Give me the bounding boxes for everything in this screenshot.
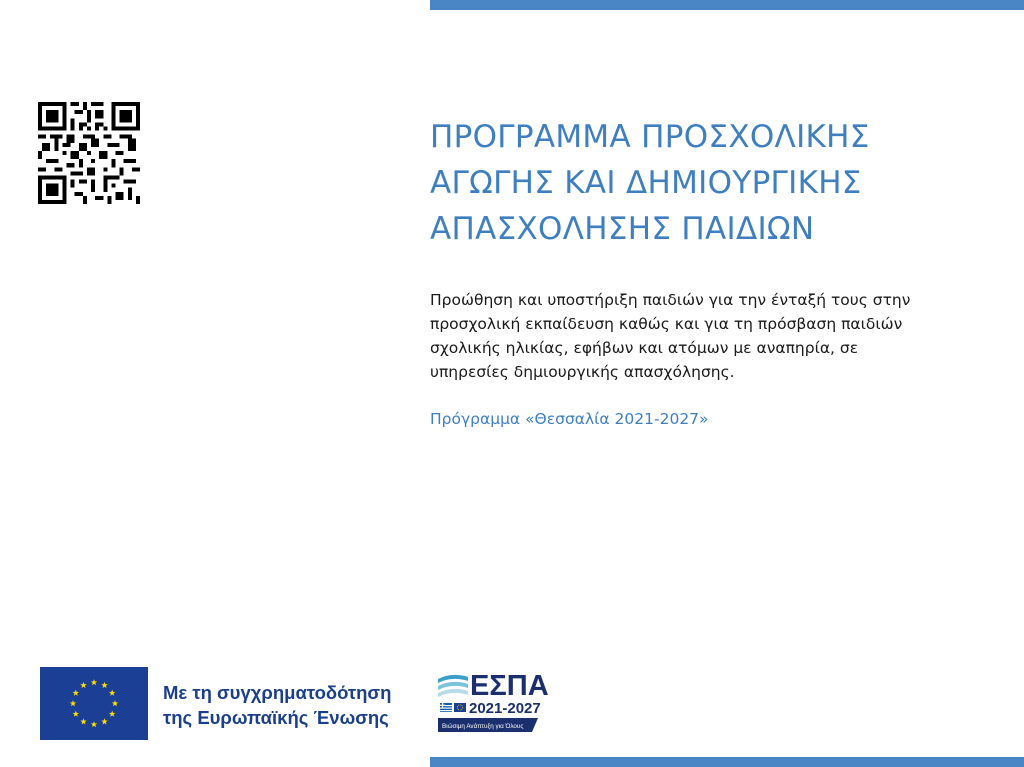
title-line-2: ΑΓΩΓΗΣ ΚΑΙ ΔΗΜΙΟΥΡΓΙΚΗΣ xyxy=(430,165,862,201)
qr-code-icon xyxy=(38,102,140,204)
eu-flag-icon xyxy=(40,667,148,740)
eu-cofunding-line-1: Με τη συγχρηματοδότηση xyxy=(163,682,392,703)
description-line-1: Προώθηση και υποστήριξη παιδιών για την ένταξή τους στην xyxy=(430,291,911,309)
description-line-3: σχολικής ηλικίας, εφήβων και ατόμων με αναπηρία, σε xyxy=(430,339,859,357)
espa-tagline: Βιώσιμη Ανάπτυξη για Όλους xyxy=(442,723,524,730)
top-accent-bar xyxy=(430,0,1024,10)
small-eu-flag-icon xyxy=(454,703,466,712)
espa-period: 2021-2027 xyxy=(469,700,541,717)
bottom-accent-bar xyxy=(430,757,1024,767)
title-line-1: ΠΡΟΓΡΑΜΜΑ ΠΡΟΣΧΟΛΙΚΗΣ xyxy=(430,119,870,155)
eu-cofunding-text xyxy=(163,680,391,730)
description-line-4: υπηρεσίες δημιουργικής απασχόλησης. xyxy=(430,363,735,381)
espa-name: ΕΣΠΑ xyxy=(470,670,549,702)
program-name: Πρόγραμμα «Θεσσαλία 2021-2027» xyxy=(430,410,709,428)
espa-wave-icon xyxy=(438,675,468,683)
title-line-3: ΑΠΑΣΧΟΛΗΣΗΣ ΠΑΙΔΙΩΝ xyxy=(430,211,815,247)
eu-cofunding-line-2: της Ευρωπαϊκής Ένωσης xyxy=(163,707,389,728)
description-line-2: προσχολική εκπαίδευση καθώς και για τη πρόσβαση παιδιών xyxy=(430,315,903,333)
espa-logo xyxy=(436,668,556,738)
program-description xyxy=(430,288,1010,384)
program-title xyxy=(430,114,1010,252)
